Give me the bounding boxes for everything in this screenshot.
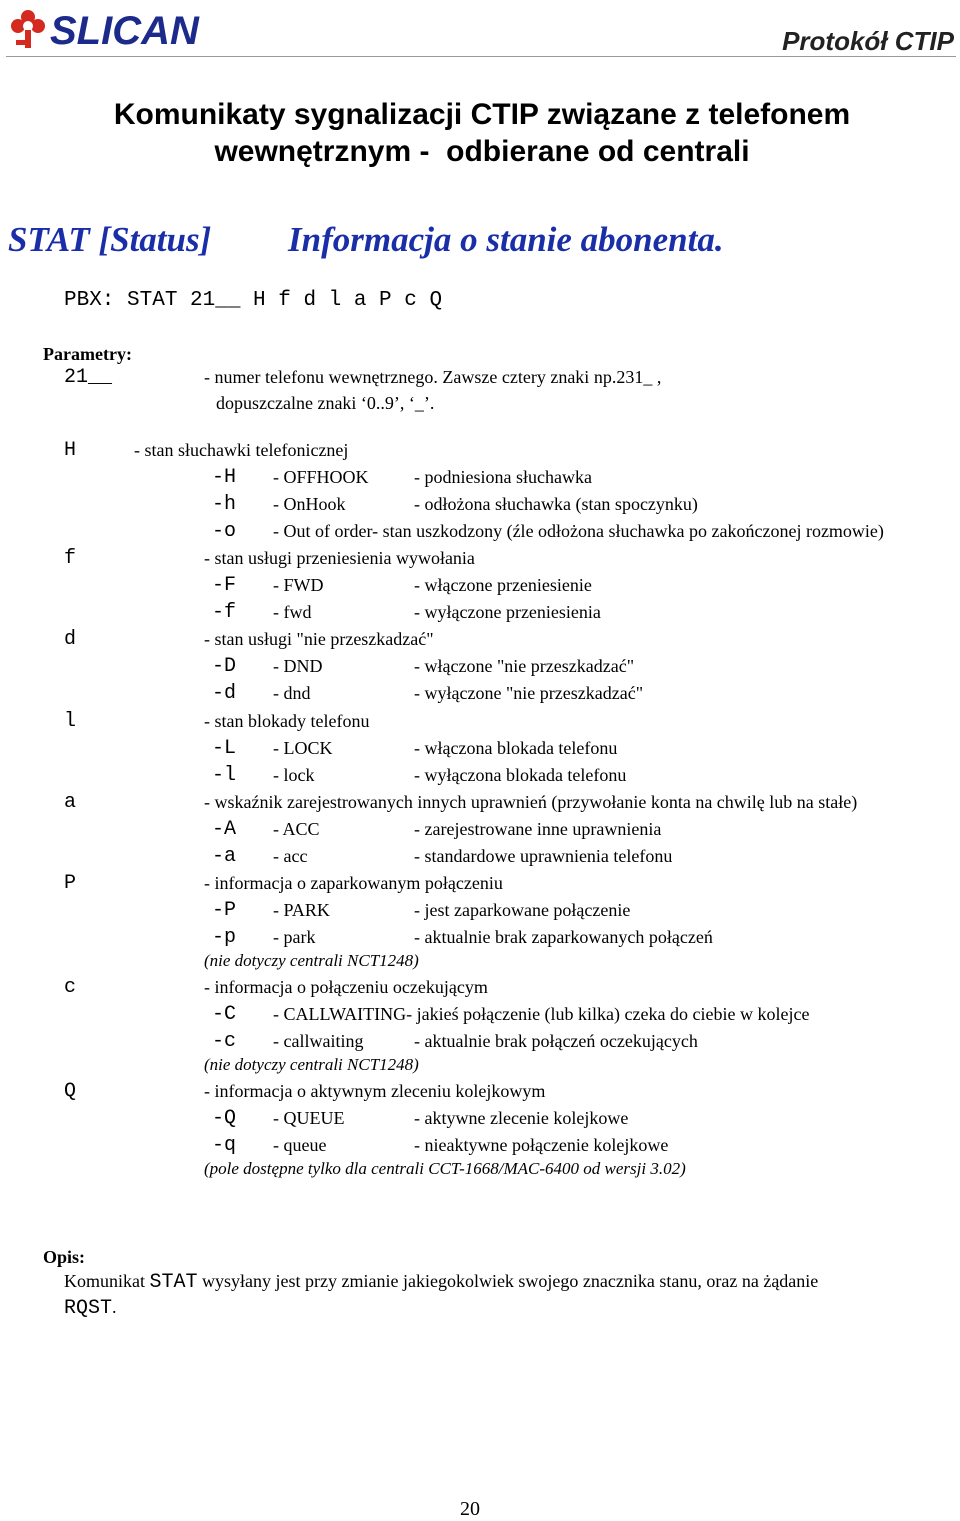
logo-wordmark: SLICAN — [50, 9, 199, 52]
value-code: -L — [212, 737, 237, 760]
param-description: - wskaźnik zarejestrowanych innych uprawnień (przywołanie konta na chwilę lub na stałe) — [204, 792, 858, 812]
value-name: - dnd — [273, 683, 311, 703]
slican-logo — [6, 4, 226, 52]
value-description: - wyłączone "nie przeszkadzać" — [414, 683, 644, 703]
param-code: l — [64, 710, 77, 733]
value-name: - callwaiting — [273, 1031, 364, 1051]
value-description: - włączone przeniesienie — [414, 575, 592, 595]
value-description: - włączone "nie przeszkadzać" — [414, 656, 635, 676]
value-name: - acc — [273, 846, 308, 866]
param-description: - informacja o połączeniu oczekującym — [204, 977, 488, 997]
value-code: -p — [212, 926, 237, 949]
value-code: -H — [212, 466, 237, 489]
message-description: Informacja o stanie abonenta. — [288, 220, 724, 259]
value-description: - zarejestrowane inne uprawnienia — [414, 819, 662, 839]
value-code: -o — [212, 520, 237, 543]
value-name: - DND — [273, 656, 323, 676]
param-note: (nie dotyczy centrali NCT1248) — [204, 1055, 419, 1074]
param-description: - stan usługi przeniesienia wywołania — [204, 548, 475, 568]
param-description: - stan blokady telefonu — [204, 711, 370, 731]
value-name: - queue — [273, 1135, 327, 1155]
value-name: - OFFHOOK — [273, 467, 369, 487]
section-title — [0, 96, 960, 170]
description-text-2: wysyłany jest przy zmianie jakiegokolwiek swojego znacznika stanu, oraz na żądanie — [197, 1271, 819, 1291]
value-name: - QUEUE — [273, 1108, 345, 1128]
page-number: 20 — [460, 1498, 480, 1520]
value-name: - park — [273, 927, 316, 947]
value-code: -C — [212, 1003, 237, 1026]
section-title-line-2: wewnętrznym - odbierane od centrali — [214, 135, 750, 168]
param-code: f — [64, 547, 77, 570]
message-name: STAT [Status] — [8, 220, 212, 259]
description-code-stat: STAT — [149, 1271, 198, 1294]
param-description: - informacja o zaparkowanym połączeniu — [204, 873, 503, 893]
param-code: P — [64, 872, 77, 895]
value-code: -c — [212, 1030, 237, 1053]
value-code: -Q — [212, 1107, 237, 1130]
params-label: Parametry: — [43, 344, 132, 364]
param-note: (nie dotyczy centrali NCT1248) — [204, 951, 419, 970]
description-line-2 — [64, 1297, 117, 1320]
value-name: - OnHook — [273, 494, 346, 514]
value-code: -d — [212, 682, 237, 705]
param-code: d — [64, 628, 77, 651]
value-name: - fwd — [273, 602, 312, 622]
param-code: H — [64, 439, 77, 462]
param-description: - informacja o aktywnym zleceniu kolejkowym — [204, 1081, 546, 1101]
param-description: - stan usługi "nie przeszkadzać" — [204, 629, 434, 649]
param-desc-number: - numer telefonu wewnętrznego. Zawsze cztery znaki np.231_ , — [204, 367, 662, 387]
value-code: -q — [212, 1134, 237, 1157]
value-code: -A — [212, 818, 237, 841]
value-description: - nieaktywne połączenie kolejkowe — [414, 1135, 669, 1155]
param-code: a — [64, 791, 77, 814]
flower-icon — [11, 10, 45, 48]
value-description: - wyłączone przeniesienia — [414, 602, 601, 622]
value-code: -l — [212, 764, 237, 787]
param-desc-number-cont: dopuszczalne znaki ‘0..9’, ‘_’. — [216, 393, 435, 413]
value-name: - lock — [273, 765, 315, 785]
value-code: -D — [212, 655, 237, 678]
param-code: c — [64, 976, 77, 999]
pbx-syntax: PBX: STAT 21__ H f d l a P c Q — [64, 289, 443, 312]
param-code-number: 21__ — [64, 366, 113, 389]
section-title-line-1: Komunikaty sygnalizacji CTIP związane z telefonem — [113, 98, 851, 131]
value-description: - aktualnie brak zaparkowanych połączeń — [414, 927, 713, 947]
value-code: -P — [212, 899, 237, 922]
description-code-rqst: RQST — [64, 1297, 113, 1320]
description-text-1: Komunikat — [64, 1271, 150, 1291]
slican-logo-graphic — [6, 4, 226, 52]
value-name: - CALLWAITING- jakieś połączenie (lub kilka) czeka do ciebie w kolejce — [273, 1004, 810, 1024]
value-code: -a — [212, 845, 237, 868]
value-description: - jest zaparkowane połączenie — [414, 900, 631, 920]
header-divider — [6, 56, 956, 57]
document-title: Protokół CTIP — [782, 26, 954, 56]
value-description: - odłożona słuchawka (stan spoczynku) — [414, 494, 698, 514]
value-description: - standardowe uprawnienia telefonu — [414, 846, 673, 866]
value-code: -f — [212, 601, 237, 624]
value-name: - Out of order- stan uszkodzony (źle odłożona słuchawka po zakończonej rozmowie) — [273, 521, 884, 541]
value-description: - wyłączona blokada telefonu — [414, 765, 627, 785]
value-code: -h — [212, 493, 237, 516]
value-name: - LOCK — [273, 738, 333, 758]
value-name: - FWD — [273, 575, 324, 595]
value-description: - aktywne zlecenie kolejkowe — [414, 1108, 629, 1128]
description-label: Opis: — [43, 1247, 86, 1267]
value-code: -F — [212, 574, 237, 597]
param-description: - stan słuchawki telefonicznej — [134, 440, 349, 460]
param-note: (pole dostępne tylko dla centrali CCT-1668/MAC-6400 od wersji 3.02) — [204, 1159, 686, 1178]
param-code: Q — [64, 1080, 77, 1103]
value-description: - włączona blokada telefonu — [414, 738, 618, 758]
value-name: - ACC — [273, 819, 320, 839]
value-description: - podniesiona słuchawka — [414, 467, 592, 487]
value-description: - aktualnie brak połączeń oczekujących — [414, 1031, 698, 1051]
description-line-1 — [64, 1271, 818, 1294]
value-name: - PARK — [273, 900, 330, 920]
description-text-3: . — [112, 1297, 117, 1317]
